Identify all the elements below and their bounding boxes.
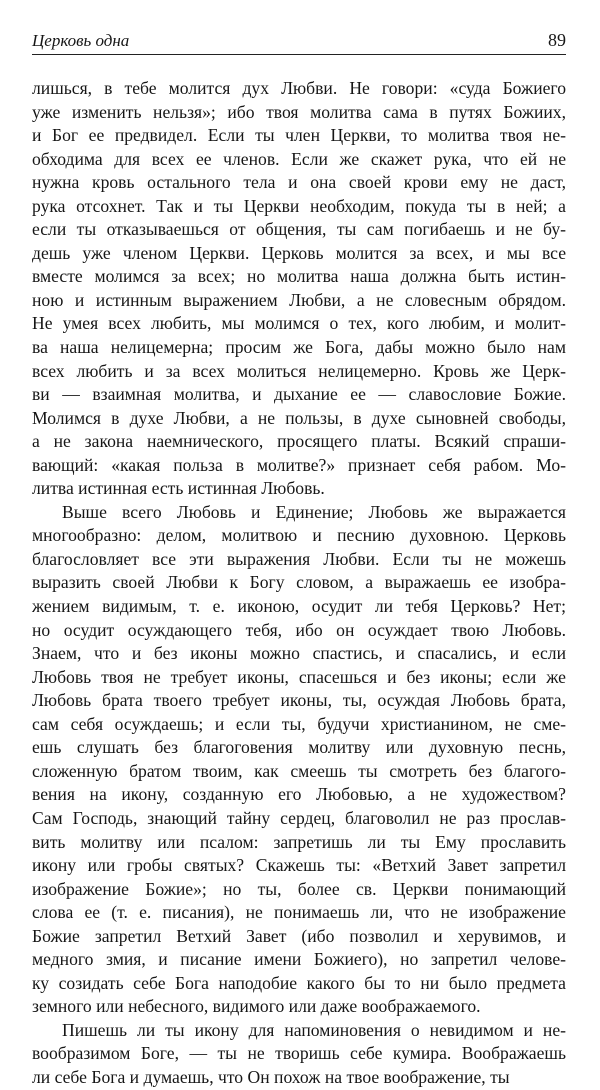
- text-line: изображение Божие»; но ты, более св. Церкви понимающий: [32, 878, 566, 899]
- text-line: Пишешь ли ты икону для напоминовения о невидимом и не-: [62, 1019, 566, 1040]
- text-line: Сам Господь, знающий тайну сердец, благоволил не раз прослав-: [32, 807, 566, 828]
- text-line: ва наша нелицемерна; просим же Бога, дабы можно было нам: [32, 337, 566, 358]
- text-line: но осудит осуждающего тебя, ибо он осуждает твою Любовь.: [32, 619, 566, 640]
- text-line: Любовь брата твоего требует иконы, ты, осуждая Любовь брата,: [32, 690, 566, 711]
- text-line: а не закона наемнического, просящего платы. Всякий спраши-: [32, 431, 566, 452]
- text-line: благословляет все эти выражения Любви. Если ты не можешь: [32, 548, 566, 569]
- text-line: лишься, в тебе молится дух Любви. Не говори: «суда Божиего: [32, 78, 566, 98]
- text-line: жением видимым, т. е. иконою, осудит ли тебя Церковь? Нет;: [32, 596, 566, 617]
- text-line: многообразно: делом, молитвою и песнию духовною. Церковь: [32, 525, 566, 546]
- page-number: 89: [548, 30, 566, 50]
- text-line: икону или гробы святых? Скажешь ты: «Ветхий Завет запретил: [32, 855, 566, 876]
- text-line: земного или небесного, видимого или даже воображаемого.: [32, 996, 481, 1017]
- text-line: литва истинная есть истинная Любовь.: [32, 478, 325, 499]
- text-line: ли себе Бога и думаешь, что Он похож на твое воображение, ты: [32, 1066, 510, 1087]
- text-line: Божие запретил Ветхий Завет (ибо позволил и херувимов, и: [32, 925, 566, 946]
- text-line: уже изменить нельзя»; ибо твоя молитва сама в путях Божиих,: [32, 101, 566, 122]
- text-line: ешь слушать без благоговения молитву или духовную песнь,: [32, 737, 566, 758]
- text-line: ви — взаимная молитва, и дыхание ее — славословие Божие.: [32, 384, 566, 405]
- text-line: вающий: «какая польза в молитве?» признает себя рабом. Мо-: [32, 454, 566, 475]
- text-line: слова ее (т. е. писания), не понимаешь ли, что не изображение: [32, 902, 566, 923]
- text-line: нужна кровь остального тела и она своей крови ему не даст,: [32, 172, 566, 193]
- text-line: дешь уже членом Церкви. Церковь молится за всех, и мы все: [32, 242, 566, 263]
- page-header: [32, 30, 566, 55]
- text-line: и Бог ее предвидел. Если ты член Церкви, то молитва твоя не-: [32, 125, 566, 146]
- text-line: ку созидать себе Бога наподобие какого бы то ни было предмета: [32, 972, 566, 993]
- text-line: сложенную братом твоим, как смеешь ты смотреть без благого-: [32, 760, 566, 781]
- text-line: сам себя осуждаешь; и если ты, будучи христианином, не сме-: [32, 713, 566, 734]
- text-line: Не умея всех любить, мы молимся о тех, кого любим, и молит-: [32, 313, 566, 334]
- text-line: если ты отказываешься от общения, ты сам погибаешь и не бу-: [32, 219, 566, 240]
- text-line: обходима для всех ее членов. Если же скажет рука, что ей не: [32, 148, 566, 169]
- text-line: Выше всего Любовь и Единение; Любовь же выражается: [62, 501, 566, 522]
- text-line: вения на икону, созданную его Любовью, а не художеством?: [32, 784, 566, 805]
- text-line: выразить своей Любви к Богу словом, а выражаешь ее изобра-: [32, 572, 566, 593]
- text-line: всех любить и за всех молиться нелицемерно. Кровь же Церк-: [32, 360, 566, 381]
- text-line: ною и истинным выражением Любви, а не словесным обрядом.: [32, 289, 566, 310]
- text-line: вить молитву или псалом: запретишь ли ты Ему прославить: [32, 831, 566, 852]
- text-line: рука отсохнет. Так и ты Церкви необходим, покуда ты в ней; а: [32, 195, 566, 216]
- text-line: Знаем, что и без иконы можно спастись, и спасались, и если: [32, 643, 566, 664]
- text-line: Любовь твоя не требует иконы, спасешься и без иконы; если же: [32, 666, 566, 687]
- running-title: Церковь одна: [32, 31, 130, 50]
- text-line: вообразимом Боге, — ты не творишь себе кумира. Воображаешь: [32, 1043, 566, 1064]
- text-line: Молимся в духе Любви, а не пользы, в духе сыновней свободы,: [32, 407, 566, 428]
- text-line: медного змия, и писание имени Божиего), но запретил челове-: [32, 949, 566, 970]
- text-line: вместе молимся за всех; но молитва наша должна быть истин-: [32, 266, 566, 287]
- page-body-text: [32, 77, 566, 1090]
